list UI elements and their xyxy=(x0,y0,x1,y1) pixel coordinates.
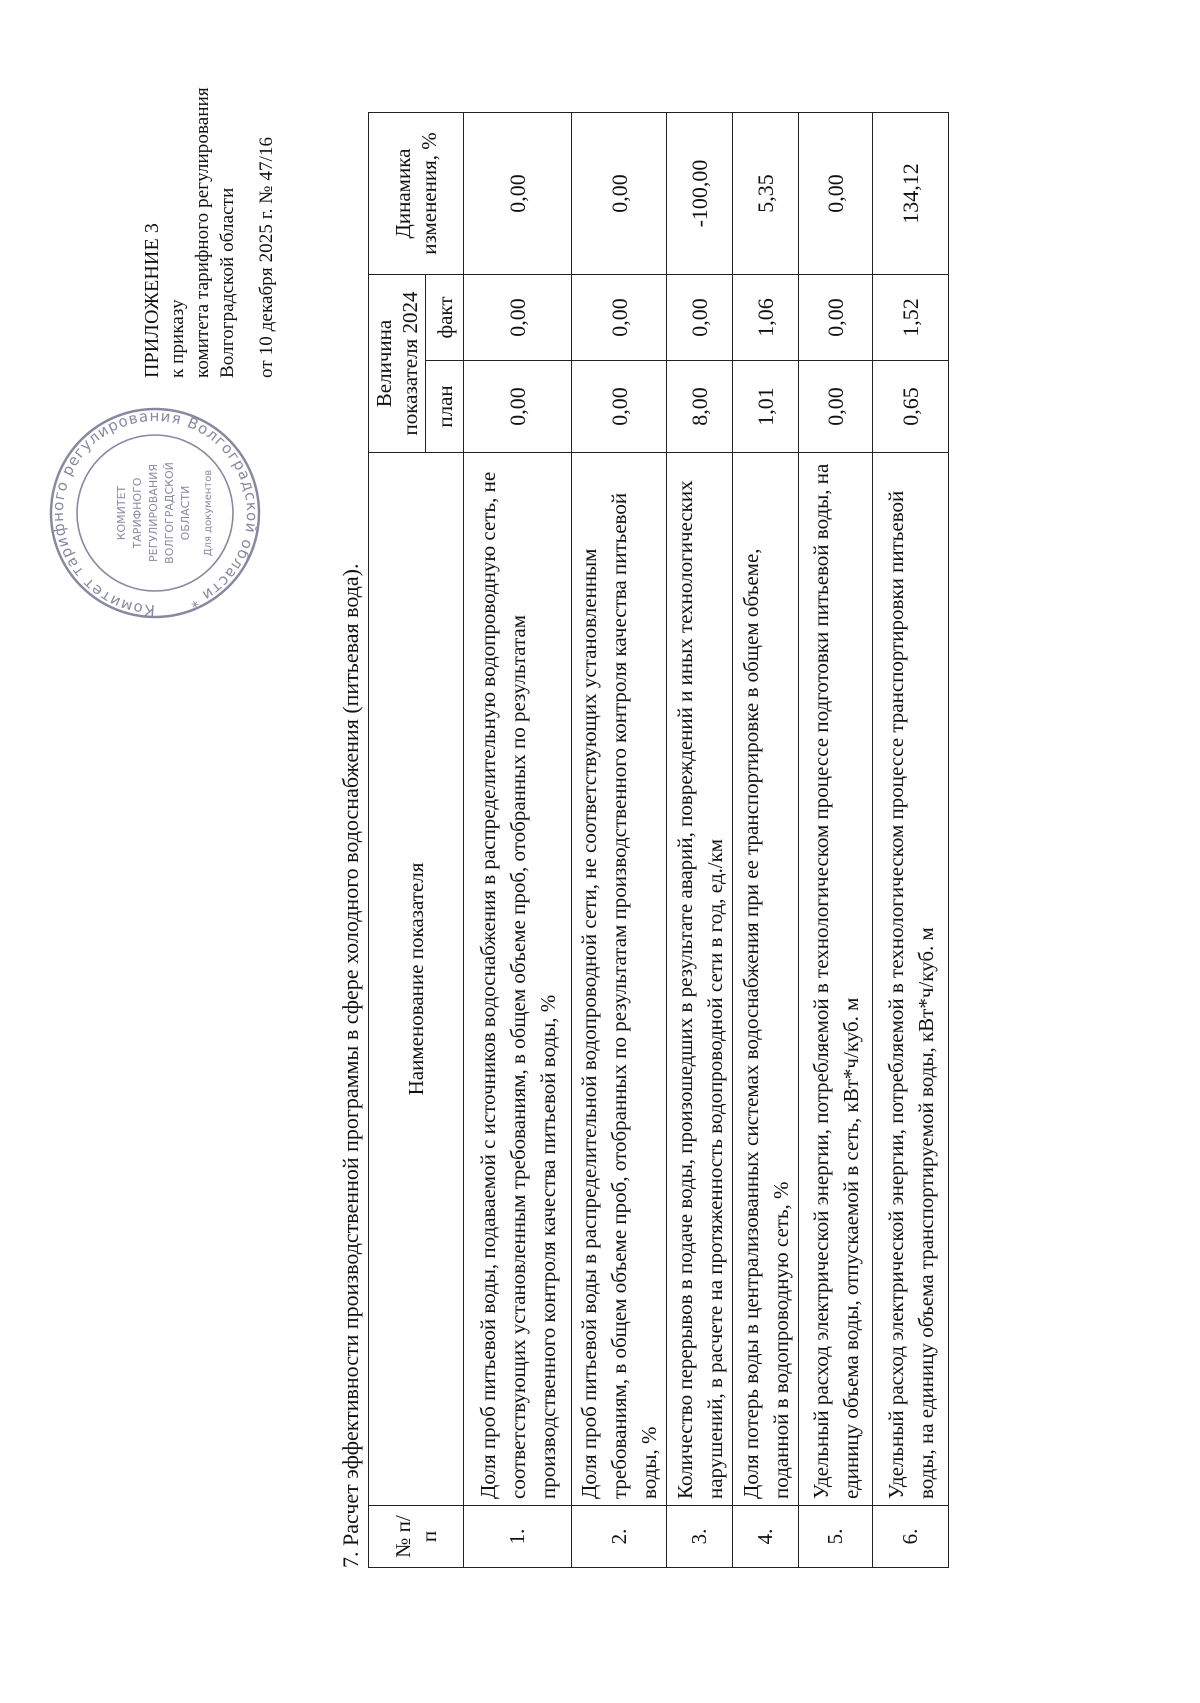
row-name: Доля потерь воды в централизованных системах водоснабжения при ее транспортировке в общем объеме, поданной в водопроводную сеть, % xyxy=(733,453,799,1506)
row-name: Количество перерывов в подаче воды, произошедших в результате аварий, повреждений и иных технологических нарушений, в расчете на протяженность водопроводной сети в год, ед./км xyxy=(667,453,733,1506)
header-line: комитета тарифного регулирования xyxy=(192,87,213,378)
header-dynamics: Динамика изменения, % xyxy=(369,113,464,275)
header-plan: план xyxy=(426,361,464,453)
table-row xyxy=(799,113,873,1568)
row-num: 3. xyxy=(667,1506,733,1568)
seal-outer-text: Комитет тарифного регулирования Волгоградской области * xyxy=(48,406,262,620)
header-line: Волгоградской области xyxy=(217,187,238,378)
row-dynamics: 0,00 xyxy=(799,113,873,275)
row-num: 4. xyxy=(733,1506,799,1568)
row-dynamics: 0,00 xyxy=(464,113,572,275)
section-title: 7. Расчет эффективности производственной программы в сфере холодного водоснабжения (питьевая вода). xyxy=(338,563,363,1568)
row-num: 6. xyxy=(873,1506,949,1568)
seal-bottom-text: Для документов xyxy=(203,469,214,557)
document-header xyxy=(140,38,279,378)
table-row xyxy=(873,113,949,1568)
order-date: от 10 декабря 2025 г. № 47/16 xyxy=(256,136,277,378)
row-name: Удельный расход электрической энергии, потребляемой в технологическом процессе подготовки питьевой воды, на единицу объема воды, отпускаемой в сеть, кВт*ч/куб. м xyxy=(799,453,873,1506)
table-row xyxy=(733,113,799,1568)
row-dynamics: 134,12 xyxy=(873,113,949,275)
row-fact: 0,00 xyxy=(464,275,572,361)
table-row xyxy=(667,113,733,1568)
row-dynamics: 5,35 xyxy=(733,113,799,275)
row-plan: 0,00 xyxy=(464,361,572,453)
row-dynamics: -100,00 xyxy=(667,113,733,275)
row-plan: 0,00 xyxy=(799,361,873,453)
row-fact: 1,52 xyxy=(873,275,949,361)
row-fact: 0,00 xyxy=(572,275,667,361)
row-plan: 0,65 xyxy=(873,361,949,453)
seal-line: ОБЛАСТИ xyxy=(179,485,192,541)
official-seal xyxy=(45,403,265,623)
header-fact: факт xyxy=(426,275,464,361)
row-fact: 1,06 xyxy=(733,275,799,361)
table-row xyxy=(464,113,572,1568)
row-name: Доля проб питьевой воды в распределительной водопроводной сети, не соответствующих установленным требованиям, в общем объеме проб, отобранных по результатам производственного контроля качества питьевой воды, % xyxy=(572,453,667,1506)
header-value-group: Величина показателя 2024 xyxy=(369,275,426,453)
row-num: 2. xyxy=(572,1506,667,1568)
indicators-table xyxy=(368,112,949,1568)
header-line: к приказу xyxy=(167,299,188,378)
annex-label: ПРИЛОЖЕНИЕ 3 xyxy=(141,223,163,378)
header-num: № п/п xyxy=(369,1506,464,1568)
row-plan: 1,01 xyxy=(733,361,799,453)
seal-line: ВОЛГОГРАДСКОЙ xyxy=(163,462,176,564)
row-plan: 8,00 xyxy=(667,361,733,453)
row-name: Удельный расход электрической энергии, потребляемой в технологическом процессе транспортировки питьевой воды, на единицу объема транспортируемой воды, кВт*ч/куб. м xyxy=(873,453,949,1506)
row-fact: 0,00 xyxy=(799,275,873,361)
seal-line: КОМИТЕТ xyxy=(115,485,128,541)
row-dynamics: 0,00 xyxy=(572,113,667,275)
row-plan: 0,00 xyxy=(572,361,667,453)
row-name: Доля проб питьевой воды, подаваемой с источников водоснабжения в распределительную водопроводную сеть, не соответствующих установленным требованиям, в общем объеме проб, отобранных по результатам производственного контроля качества питьевой воды, % xyxy=(464,453,572,1506)
table-row xyxy=(572,113,667,1568)
seal-line: ТАРИФНОГО xyxy=(131,477,144,549)
row-fact: 0,00 xyxy=(667,275,733,361)
header-name: Наименование показателя xyxy=(369,453,464,1506)
row-num: 1. xyxy=(464,1506,572,1568)
seal-line: РЕГУЛИРОВАНИЯ xyxy=(147,463,160,563)
row-num: 5. xyxy=(799,1506,873,1568)
